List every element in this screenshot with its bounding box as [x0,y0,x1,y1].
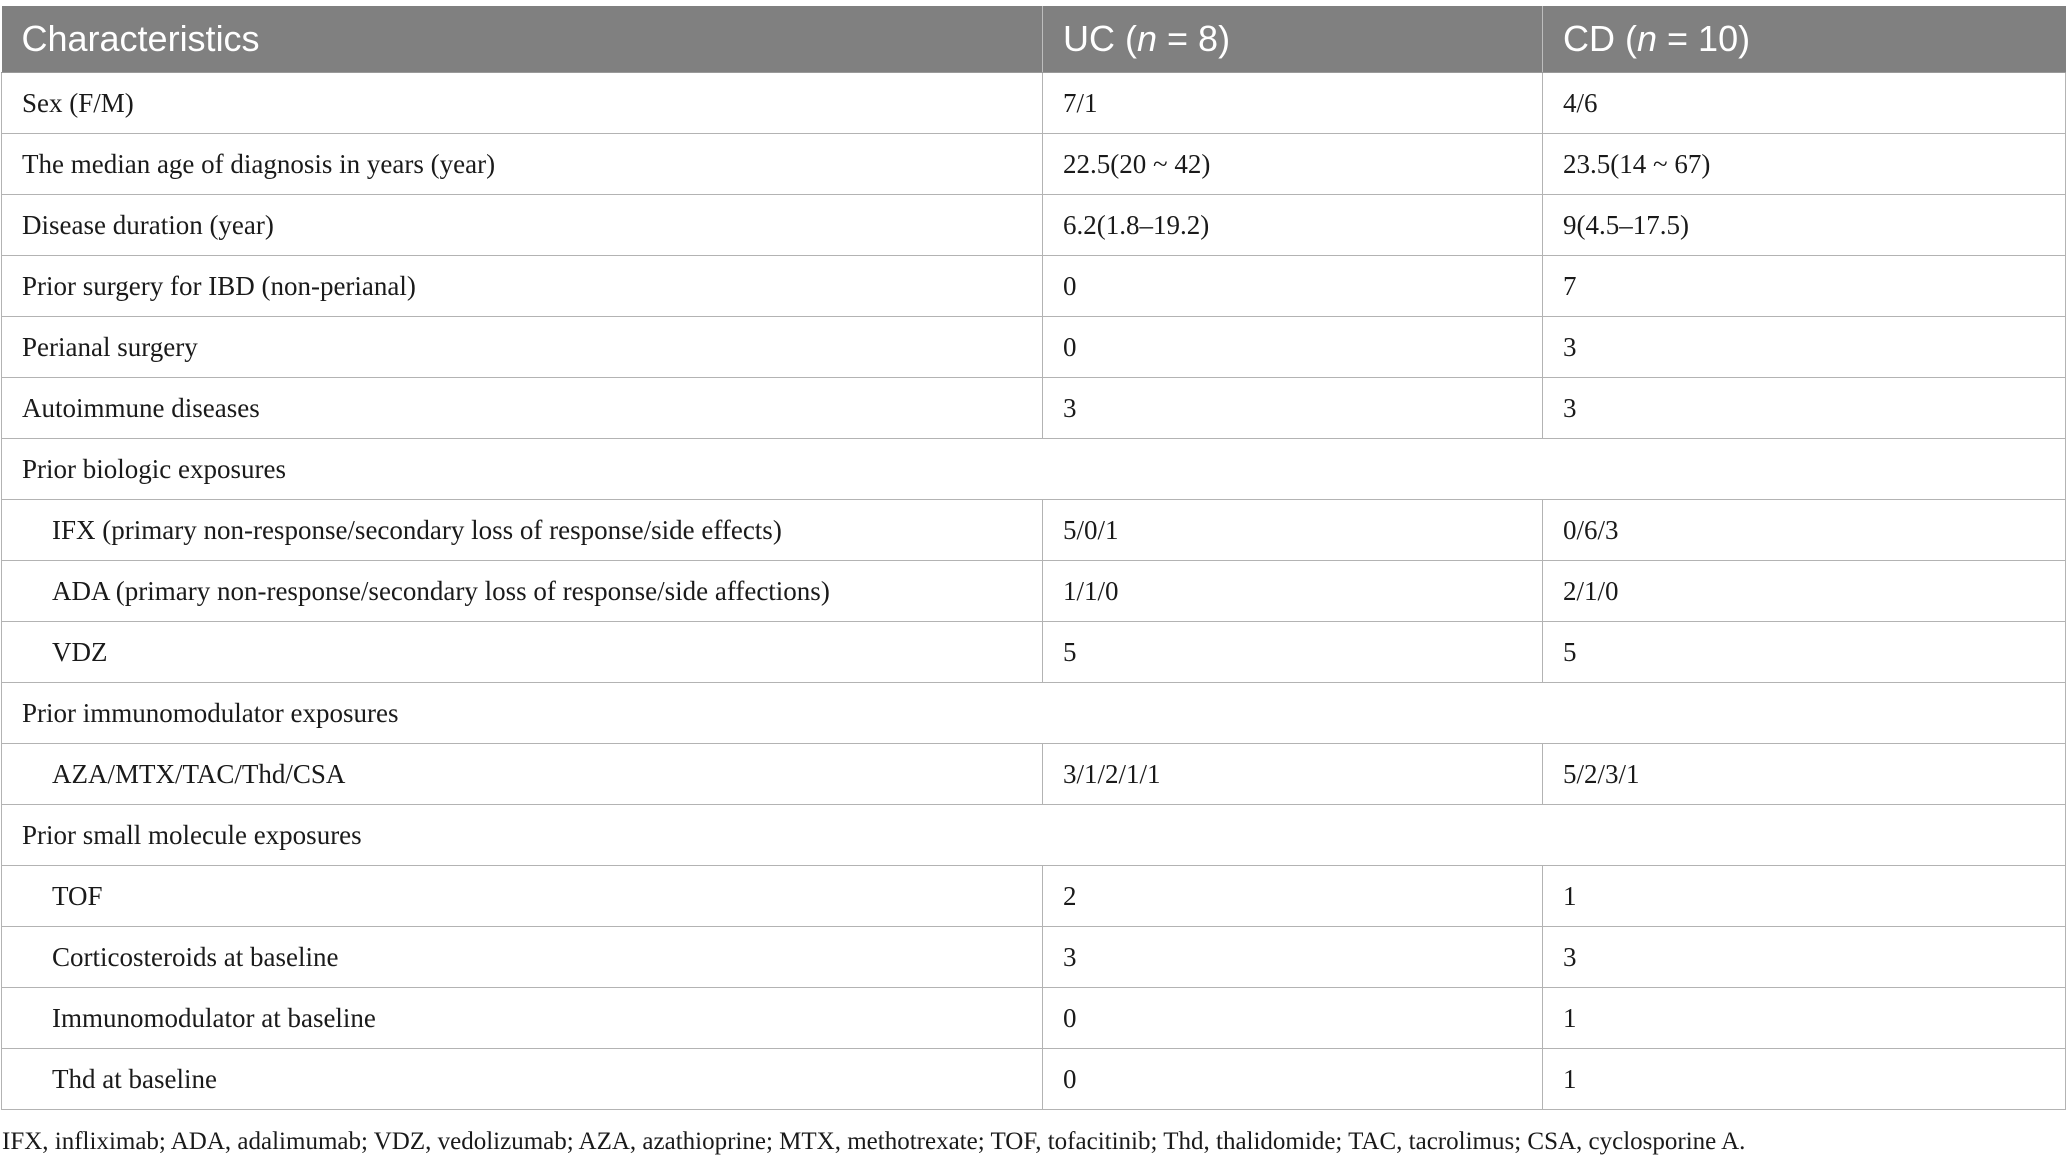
cd-value: 9(4.5–17.5) [1543,195,2066,256]
table-row [2,73,2066,134]
table-row [2,622,2066,683]
table-row [2,744,2066,805]
cd-value: 5 [1543,622,2066,683]
table-footnote: IFX, infliximab; ADA, adalimumab; VDZ, vedolizumab; AZA, azathioprine; MTX, methotrexate; TOF, tofacitinib; Thd, thalidomide; TAC, tacrolimus; CSA, cyclosporine A. [2,1128,1746,1155]
uc-value: 3 [1043,378,1543,439]
cd-value: 1 [1543,866,2066,927]
table-row [2,1049,2066,1110]
table-row [2,988,2066,1049]
uc-value: 6.2(1.8–19.2) [1043,195,1543,256]
header-characteristics: Characteristics [2,6,1043,73]
uc-value: 1/1/0 [1043,561,1543,622]
cd-value: 1 [1543,988,2066,1049]
uc-value: 3 [1043,927,1543,988]
cd-value: 23.5(14 ~ 67) [1543,134,2066,195]
row-label: VDZ [2,622,1043,683]
row-label: IFX (primary non-response/secondary loss of response/side effects) [2,500,1043,561]
uc-value: 0 [1043,988,1543,1049]
section-row [2,683,2066,744]
row-label: Disease duration (year) [2,195,1043,256]
table-row [2,500,2066,561]
uc-value: 22.5(20 ~ 42) [1043,134,1543,195]
header-uc: UC (n = 8) [1043,6,1543,73]
table-row [2,866,2066,927]
section-row [2,805,2066,866]
characteristics-table-container [1,6,2065,1110]
section-row [2,439,2066,500]
table-row [2,561,2066,622]
cd-value: 2/1/0 [1543,561,2066,622]
header-cd: CD (n = 10) [1543,6,2066,73]
uc-value: 3/1/2/1/1 [1043,744,1543,805]
cd-value: 3 [1543,317,2066,378]
row-label: Prior surgery for IBD (non-perianal) [2,256,1043,317]
row-label: Perianal surgery [2,317,1043,378]
uc-value: 2 [1043,866,1543,927]
cd-value: 4/6 [1543,73,2066,134]
uc-value: 5/0/1 [1043,500,1543,561]
row-label: Autoimmune diseases [2,378,1043,439]
cd-value: 0/6/3 [1543,500,2066,561]
cd-value: 7 [1543,256,2066,317]
uc-value: 5 [1043,622,1543,683]
row-label: TOF [2,866,1043,927]
section-label: Prior immunomodulator exposures [2,683,2066,744]
cd-value: 3 [1543,927,2066,988]
cd-value: 5/2/3/1 [1543,744,2066,805]
header-row [2,6,2066,73]
table-row [2,256,2066,317]
cd-value: 1 [1543,1049,2066,1110]
row-label: Sex (F/M) [2,73,1043,134]
uc-value: 0 [1043,256,1543,317]
section-label: Prior biologic exposures [2,439,2066,500]
uc-value: 0 [1043,317,1543,378]
table-row [2,378,2066,439]
table-row [2,134,2066,195]
cd-value: 3 [1543,378,2066,439]
uc-value: 7/1 [1043,73,1543,134]
row-label: Immunomodulator at baseline [2,988,1043,1049]
table-row [2,195,2066,256]
uc-value: 0 [1043,1049,1543,1110]
characteristics-table [1,6,2066,1110]
row-label: Thd at baseline [2,1049,1043,1110]
row-label: ADA (primary non-response/secondary loss of response/side affections) [2,561,1043,622]
row-label: AZA/MTX/TAC/Thd/CSA [2,744,1043,805]
row-label: Corticosteroids at baseline [2,927,1043,988]
table-row [2,927,2066,988]
row-label: The median age of diagnosis in years (year) [2,134,1043,195]
table-row [2,317,2066,378]
section-label: Prior small molecule exposures [2,805,2066,866]
